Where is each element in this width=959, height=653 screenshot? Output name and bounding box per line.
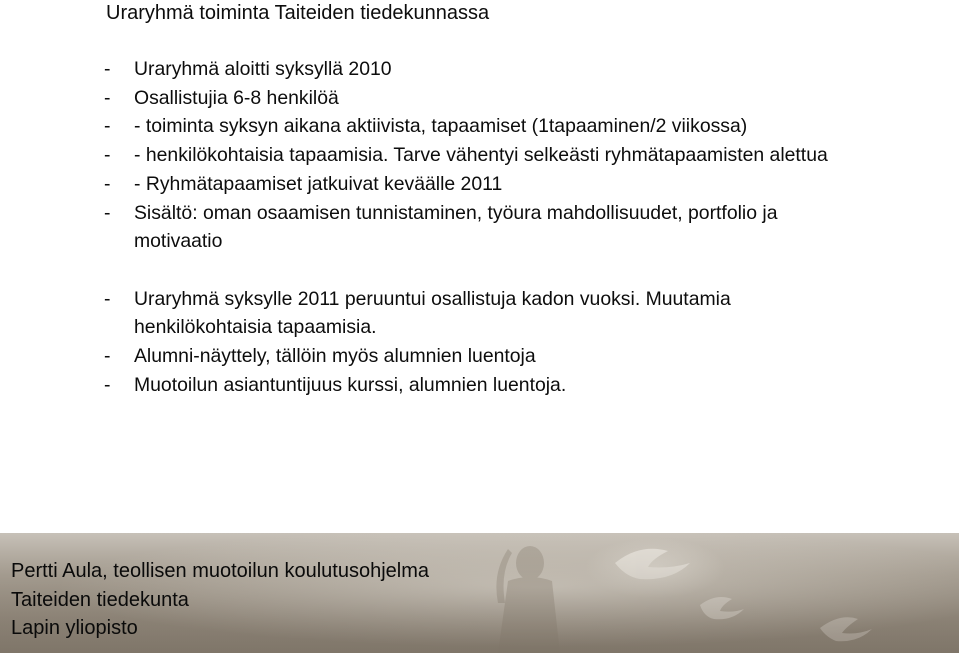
bullet-text: - henkilökohtaisia tapaamisia. Tarve vähentyi selkeästi ryhmätapaamisten alettua: [134, 144, 828, 167]
bullet-dash: -: [104, 373, 111, 396]
footer-faculty: Taiteiden tiedekunta: [11, 588, 189, 611]
footer-author: Pertti Aula, teollisen muotoilun koulutusohjelma: [11, 560, 430, 582]
bullet-item: [98, 285, 858, 342]
bullet-list: [98, 55, 858, 399]
bullet-item: [98, 371, 858, 400]
bullet-text: Muotoilun asiantuntijuus kurssi, alumnien luentoja.: [134, 373, 567, 396]
footer-university: Lapin yliopisto: [11, 617, 138, 640]
bullet-item: [98, 141, 858, 170]
bullet-dash: -: [104, 345, 111, 368]
bullet-item: [98, 170, 858, 199]
bullet-text: - toiminta syksyn aikana aktiivista, tapaamiset (1tapaaminen/2 viikossa): [134, 115, 748, 138]
bullet-dash: -: [104, 201, 111, 224]
bullet-item: [98, 84, 858, 113]
bullet-dash: -: [104, 86, 111, 109]
bullet-text: Alumni-näyttely, tällöin myös alumnien luentoja: [134, 345, 536, 368]
bullet-text: Osallistujia 6-8 henkilöä: [134, 86, 339, 109]
bullet-dash: -: [104, 115, 111, 138]
footer-banner: [0, 533, 959, 653]
bullet-dash: -: [104, 172, 111, 195]
bullet-text: Sisältö: oman osaamisen tunnistaminen, työura mahdollisuudet, portfolio ja motivaatio: [134, 201, 778, 253]
bullet-dash: -: [104, 58, 111, 80]
bullet-dash: -: [104, 144, 111, 167]
bullet-text: - Ryhmätapaamiset jatkuivat keväälle 2011: [134, 172, 503, 195]
bullet-item: [98, 342, 858, 371]
bullet-item: [98, 112, 858, 141]
bullet-dash: -: [104, 287, 111, 310]
bullet-item: [98, 199, 858, 256]
bullet-text: Uraryhmä aloitti syksyllä 2010: [134, 58, 392, 80]
bullet-text: Uraryhmä syksylle 2011 peruuntui osallistuja kadon vuoksi. Muutamia henkilökohtaisia tapaamisia.: [134, 287, 731, 339]
footer-text: [11, 557, 429, 643]
slide-title: Uraryhmä toiminta Taiteiden tiedekunnassa: [106, 2, 490, 24]
bullet-item: [98, 55, 858, 84]
